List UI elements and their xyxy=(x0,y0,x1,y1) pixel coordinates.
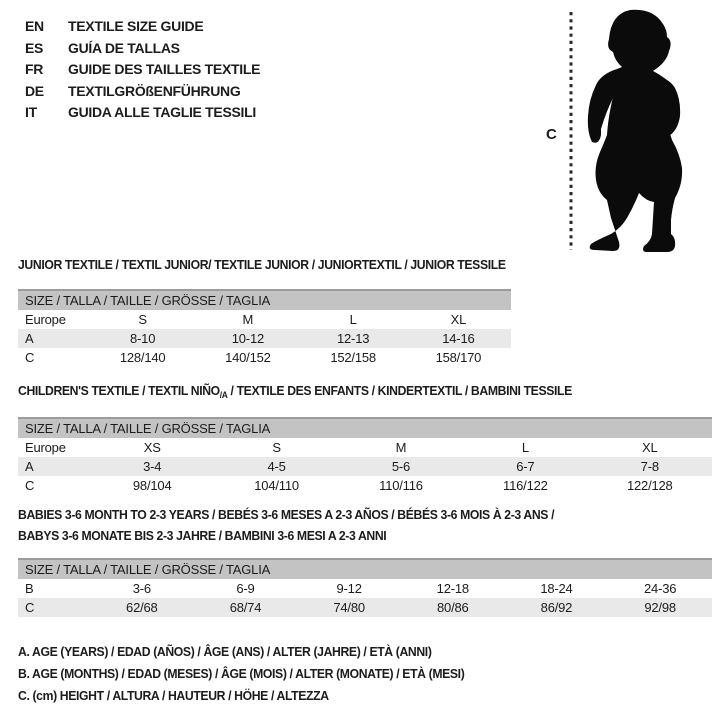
table-row xyxy=(18,457,712,476)
size-cell: S xyxy=(138,312,147,327)
language-code: FR xyxy=(25,61,44,77)
row-label: A xyxy=(18,457,90,476)
size-cell: 7-8 xyxy=(588,457,712,476)
size-cell: M xyxy=(242,312,254,327)
row-label: Europe xyxy=(25,312,66,327)
size-cell: S xyxy=(272,440,281,455)
language-title: TEXTILE SIZE GUIDE xyxy=(68,18,204,34)
size-header-band: SIZE / TALLA / TAILLE / GRÖSSE / TAGLIA xyxy=(18,558,712,579)
size-cell: 104/110 xyxy=(254,478,299,493)
babies-table-title xyxy=(18,507,588,543)
size-cell: M xyxy=(395,440,407,455)
babies-title-line1: BABIES 3-6 MONTH TO 2-3 YEARS / BEBÉS 3-6 MESES A 2-3 AÑOS / BÉBÉS 3-6 MOIS À 2-3 ANS / xyxy=(18,507,555,522)
language-row xyxy=(25,38,260,60)
table-row xyxy=(18,329,511,348)
size-cell: 98/104 xyxy=(132,478,172,493)
height-measure-label: C xyxy=(546,126,557,143)
child-silhouette xyxy=(540,2,718,256)
size-cell: 140/152 xyxy=(225,350,271,365)
size-cell: 18-24 xyxy=(540,581,573,596)
children-title-subscript: /A xyxy=(219,390,228,400)
size-cell: 5-6 xyxy=(339,457,463,476)
size-cell: 92/98 xyxy=(608,598,712,617)
language-title: TEXTILGRÖßENFÜHRUNG xyxy=(68,82,241,99)
children-size-table xyxy=(18,438,712,495)
children-title-text: / TEXTILE DES ENFANTS / KINDERTEXTIL / BAMBINI TESSILE xyxy=(227,383,572,398)
size-cell: 68/74 xyxy=(194,598,298,617)
size-cell: 80/86 xyxy=(401,598,505,617)
language-row xyxy=(25,81,260,103)
footnote-line-b: B. AGE (MONTHS) / EDAD (MESES) / ÂGE (MOIS) / ALTER (MONATE) / ETÀ (MESI) xyxy=(18,666,465,681)
size-cell: 116/122 xyxy=(503,478,548,493)
size-cell: 12-13 xyxy=(301,329,406,348)
table-row xyxy=(18,476,712,495)
size-header-band: SIZE / TALLA / TAILLE / GRÖSSE / TAGLIA xyxy=(18,417,712,438)
table-row xyxy=(18,348,511,367)
size-cell: 10-12 xyxy=(195,329,300,348)
row-label: C xyxy=(25,478,35,493)
language-title: GUÍA DE TALLAS xyxy=(68,39,180,56)
size-cell: 3-4 xyxy=(90,457,214,476)
language-row xyxy=(25,16,260,38)
table-row xyxy=(18,310,511,329)
footnote-line-c: C. (cm) HEIGHT / ALTURA / HAUTEUR / HÖHE / ALTEZZA xyxy=(18,688,329,703)
language-code: IT xyxy=(25,104,37,120)
row-label: C xyxy=(18,598,90,617)
size-cell: 152/158 xyxy=(330,350,376,365)
size-cell: 122/128 xyxy=(626,478,673,493)
junior-table-title: JUNIOR TEXTILE / TEXTIL JUNIOR/ TEXTILE JUNIOR / JUNIORTEXTIL / JUNIOR TESSILE xyxy=(18,257,506,272)
size-cell: L xyxy=(521,440,529,455)
size-cell: L xyxy=(349,312,357,327)
language-title: GUIDA ALLE TAGLIE TESSILI xyxy=(68,104,256,120)
children-title-text: CHILDREN'S TEXTILE / TEXTIL NIÑO xyxy=(18,383,220,398)
size-cell: 24-36 xyxy=(644,581,677,596)
size-cell: 6-9 xyxy=(236,581,255,596)
table-row xyxy=(18,579,712,598)
row-label: Europe xyxy=(25,440,66,455)
size-cell: 3-6 xyxy=(132,581,151,596)
size-cell: 4-5 xyxy=(214,457,338,476)
row-label: C xyxy=(25,350,35,365)
size-cell: 74/80 xyxy=(297,598,401,617)
children-table-title xyxy=(18,383,572,400)
row-label: A xyxy=(18,329,90,348)
size-cell: 62/68 xyxy=(90,598,194,617)
language-title: GUIDE DES TAILLES TEXTILE xyxy=(68,61,261,77)
child-silhouette-figure xyxy=(540,2,718,256)
size-cell: 110/116 xyxy=(379,478,423,493)
size-cell: 158/170 xyxy=(435,350,482,365)
size-cell: 86/92 xyxy=(505,598,609,617)
size-cell: XL xyxy=(450,312,467,327)
language-code: DE xyxy=(25,82,44,99)
size-cell: 6-7 xyxy=(463,457,587,476)
size-cell: 9-12 xyxy=(336,581,362,596)
language-title-list xyxy=(25,16,260,124)
footnote-line-a: A. AGE (YEARS) / EDAD (AÑOS) / ÂGE (ANS) / ALTER (JAHRE) / ETÀ (ANNI) xyxy=(18,644,432,659)
size-cell: 8-10 xyxy=(90,329,195,348)
table-row xyxy=(18,438,712,457)
language-code: EN xyxy=(25,18,44,34)
size-header-band: SIZE / TALLA / TAILLE / GRÖSSE / TAGLIA xyxy=(18,289,511,310)
language-row xyxy=(25,102,260,124)
junior-size-table xyxy=(18,310,511,367)
size-cell: 128/140 xyxy=(119,350,166,365)
babies-title-line2: BABYS 3-6 MONATE BIS 2-3 JAHRE / BAMBINI 3-6 MESI A 2-3 ANNI xyxy=(18,528,387,543)
table-row xyxy=(18,598,712,617)
row-label: B xyxy=(25,581,34,596)
size-cell: XL xyxy=(642,440,658,455)
language-row xyxy=(25,59,260,81)
footnotes xyxy=(18,641,493,707)
language-code: ES xyxy=(25,39,44,56)
babies-size-table xyxy=(18,579,712,617)
size-cell: XS xyxy=(143,440,161,455)
size-cell: 14-16 xyxy=(406,329,511,348)
size-cell: 12-18 xyxy=(436,581,469,596)
